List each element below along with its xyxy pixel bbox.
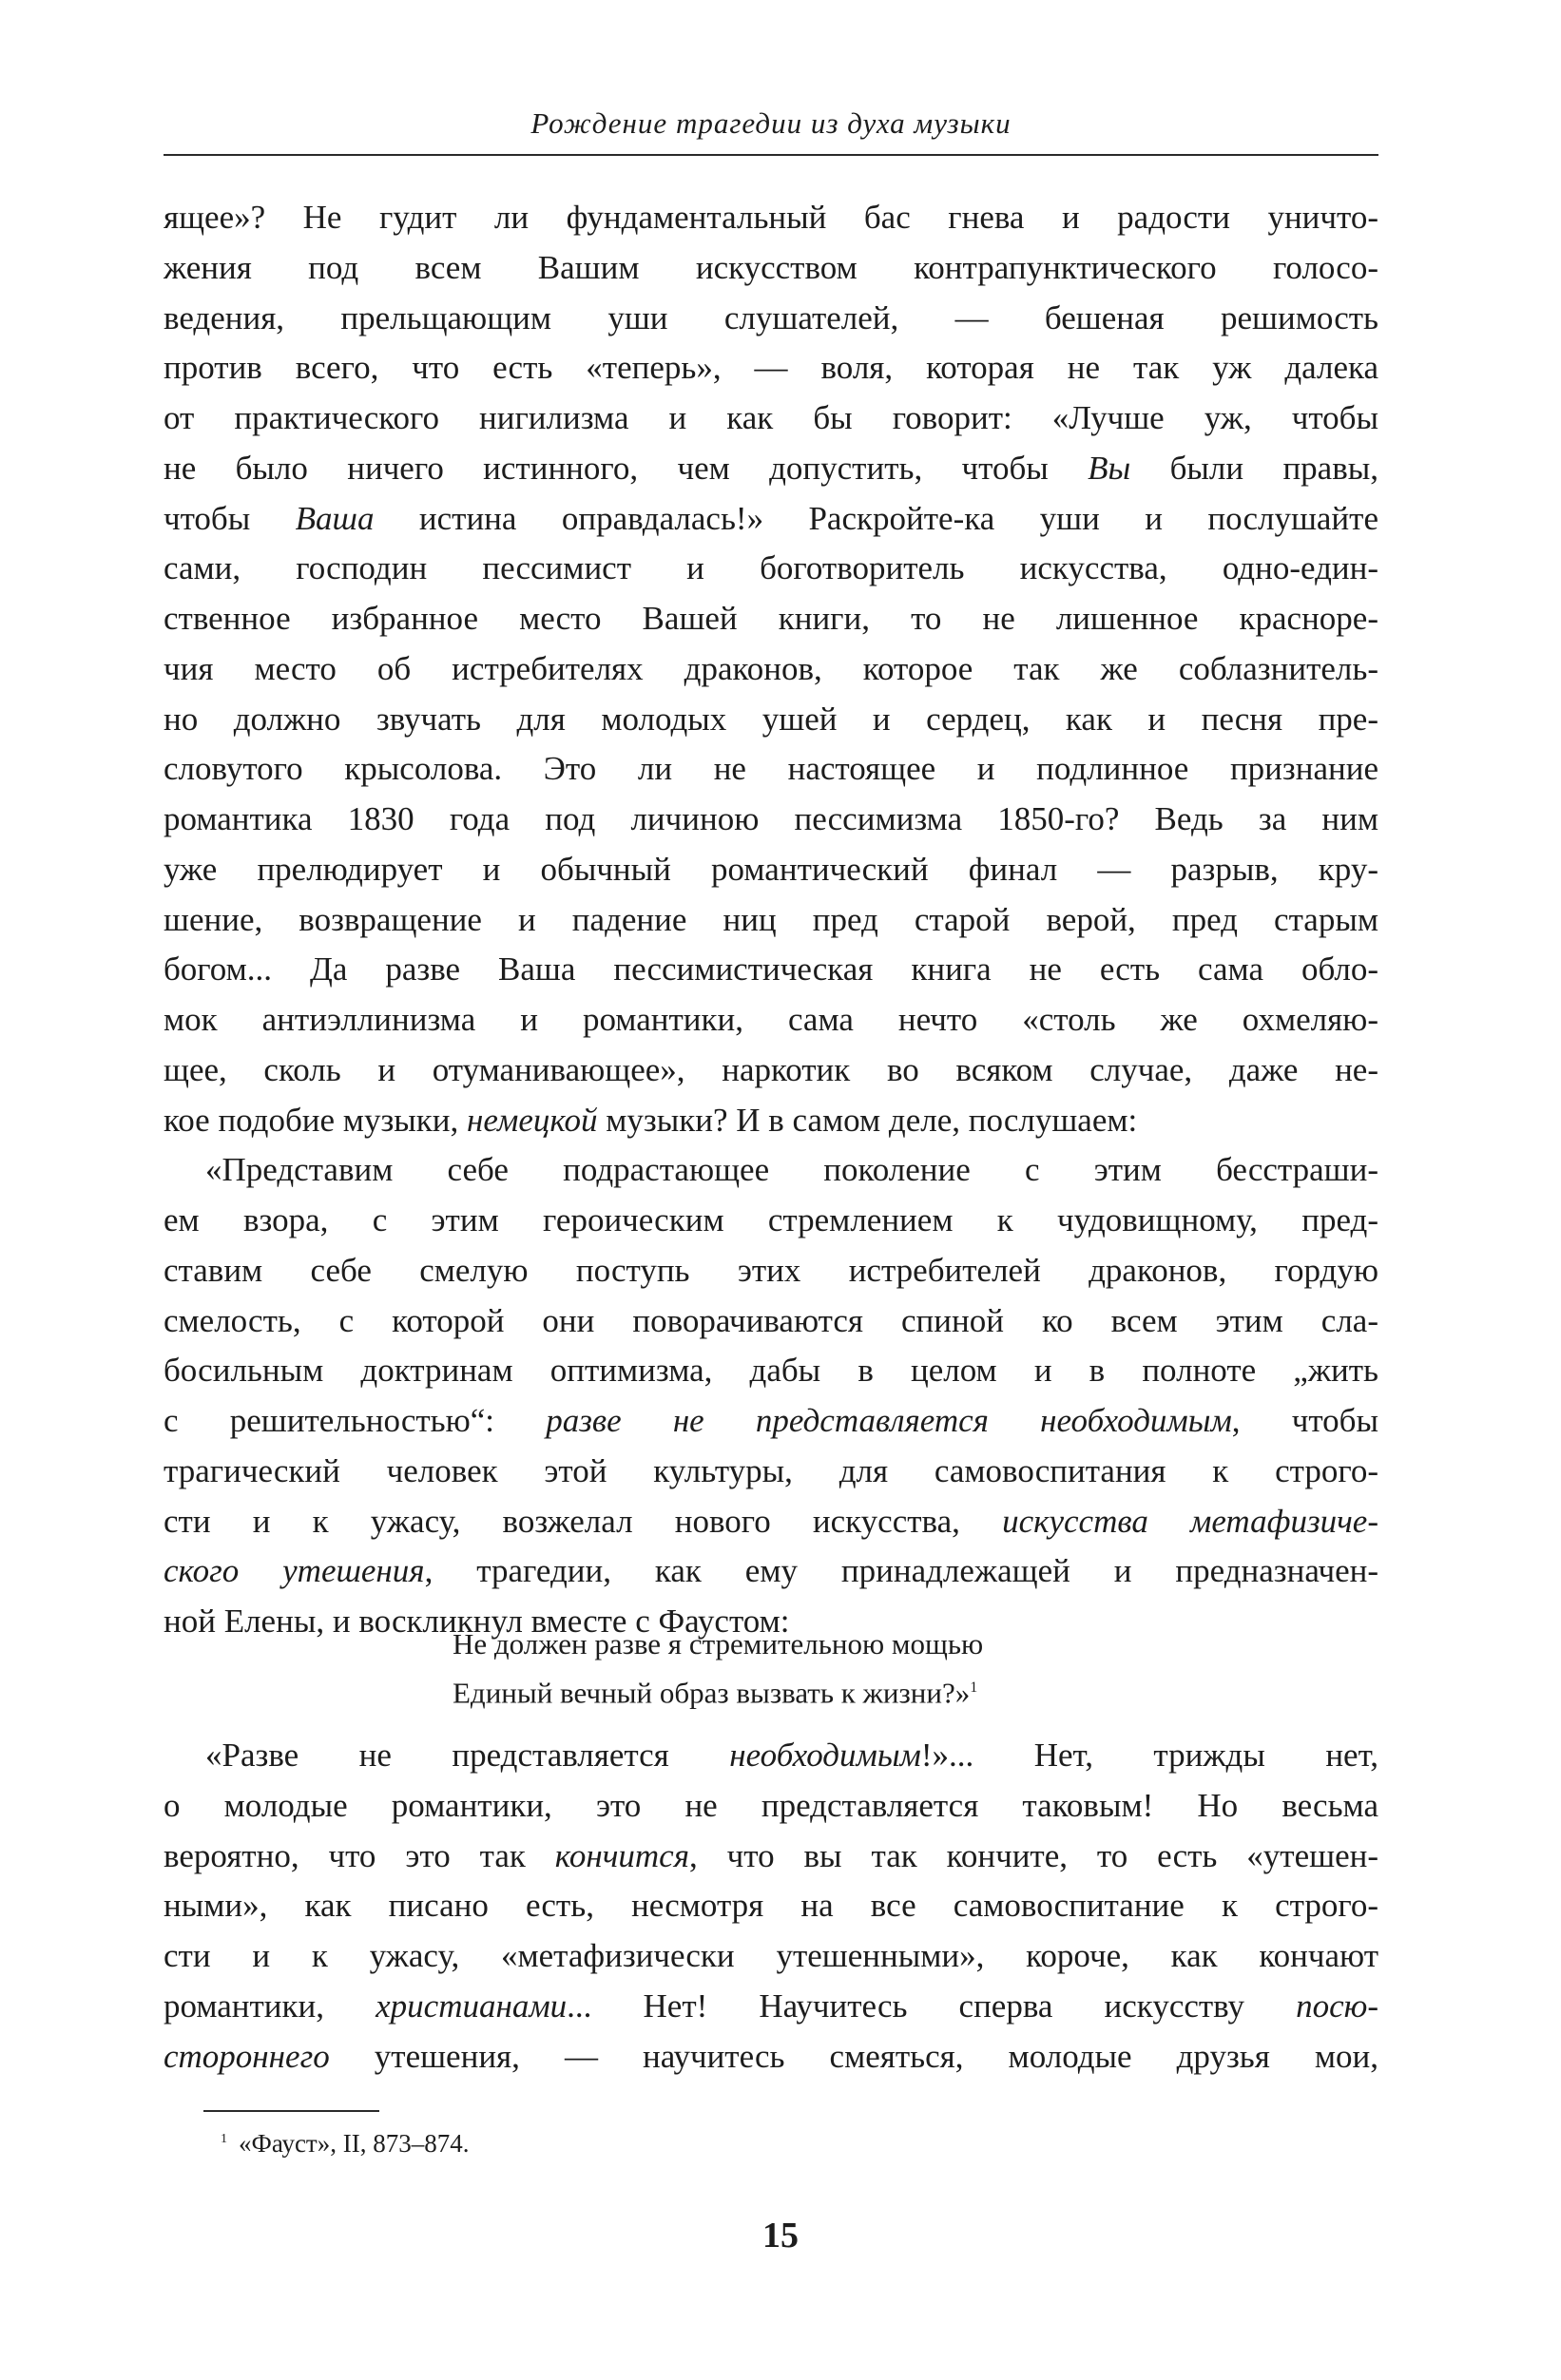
text-line: ными», как писано есть, несмотря на все самовоспитание к строго- [164,1887,1378,1925]
text-line: ставим себе смелую поступь этих истребителей драконов, гордую [164,1251,1378,1289]
text-line: богом... Да разве Ваша пессимистическая книга не есть сама обло- [164,950,1378,988]
text-line: жения под всем Вашим искусством контрапунктического голосо- [164,248,1378,286]
header-rule [164,154,1378,156]
text-line: «Разве не представляется необходимым!»... Нет, трижды нет, [205,1737,1378,1774]
text-line: «Представим себе подрастающее поколение с этим бесстраши- [205,1151,1378,1189]
text-line: ственное избранное место Вашей книги, то не лишенное красноре- [164,600,1378,637]
running-head: Рождение трагедии из духа музыки [530,106,1012,140]
page-number: 15 [762,2216,799,2255]
text-line: сти и к ужасу, возжелал нового искусства, искусства метафизиче- [164,1502,1378,1540]
text-line: уже прелюдирует и обычный романтический финал — разрыв, кру- [164,850,1378,888]
text-line: трагический человек этой культуры, для самовоспитания к строго- [164,1451,1378,1489]
text-line: против всего, что есть «теперь», — воля, которая не так уж далека [164,349,1378,387]
text-line: ского утешения, трагедии, как ему принадлежащей и предназначен- [164,1552,1378,1590]
main-text [164,193,1378,1647]
paragraph-1 [164,193,1378,1145]
text-line: мок антиэллинизма и романтики, сама нечто «столь же охмеляю- [164,1001,1378,1038]
text-line: щее, сколь и отуманивающее», наркотик во всяком случае, даже не- [164,1050,1378,1088]
text-line: чия место об истребителях драконов, которое так же соблазнитель- [164,649,1378,687]
emphasis: кончится [554,1836,689,1874]
text-line: ем взора, с этим героическим стремлением к чудовищному, пред- [164,1201,1378,1238]
text-line: чтобы Ваша истина оправдалась!» Раскройте-ка уши и послушайте [164,499,1378,537]
text-line: ведения, прельщающим уши слушателей, — бешеная решимость [164,298,1378,336]
paragraph-2 [164,1145,1378,1647]
footnote-text: «Фауст», II, 873–874. [239,2129,470,2158]
emphasis: стороннего [164,2037,330,2075]
text-line: ящее»? Не гудит ли фундаментальный бас гнева и радости уничто- [164,199,1378,236]
text-line: сти и к ужасу, «метафизически утешенными», короче, как кончают [164,1937,1378,1974]
emphasis: христианами [376,1987,568,2025]
verse-quote [453,1622,983,1710]
footnote-rule [203,2110,379,2112]
footnote-marker: 1 [221,2132,227,2146]
paragraph-3 [164,1731,1378,2082]
text-line: романтики, христианами... Нет! Научитесь сперва искусству посю- [164,1987,1378,2025]
text-line: кое подобие музыки, немецкой музыки? И в самом деле, послушаем: [164,1101,1138,1139]
text-line: но должно звучать для молодых ушей и сердец, как и песня пре- [164,700,1378,738]
text-line: словутого крысолова. Это ли не настоящее и подлинное признание [164,750,1378,788]
text-line: сами, господин пессимист и боготворитель искусства, одно-един- [164,549,1378,587]
emphasis: ского утешения [164,1552,425,1590]
footnote-reference: 1 [970,1679,978,1696]
emphasis: Ваша [295,499,375,537]
text-line: стороннего утешения, — научитесь смеяться, молодые друзья мои, [164,2037,1378,2075]
text-line: от практического нигилизма и как бы говорит: «Лучше уж, чтобы [164,399,1378,436]
text-line: смелость, с которой они поворачиваются спиной ко всем этим сла- [164,1301,1378,1339]
text-line: не было ничего истинного, чем допустить, чтобы Вы были правы, [164,449,1379,487]
verse-line: Единый вечный образ вызвать к жизни?»$^1$ [453,1676,978,1710]
emphasis: разве не представляется необходимым [546,1402,1232,1439]
emphasis: Вы [1088,449,1131,487]
emphasis: посю- [1296,1987,1378,2025]
text-line: романтика 1830 года под личиною пессимизма 1850-го? Ведь за ним [164,800,1378,837]
text-line: о молодые романтики, это не представляется таковым! Но весьма [164,1786,1378,1824]
emphasis: немецкой [467,1101,598,1139]
text-line: с решительностью“: разве не представляется необходимым, чтобы [164,1402,1378,1439]
text-line: вероятно, что это так кончится, что вы так кончите, то есть «утешен- [164,1836,1379,1874]
emphasis: необходимым [729,1737,921,1774]
emphasis: искусства метафизиче- [1002,1502,1378,1540]
text-line: ной Елены, и воскликнул вместе с Фаустом: [164,1603,790,1640]
main-text-continued [164,1731,1378,2082]
footnote [221,2129,469,2159]
verse-line: Не должен разве я стремительною мощью [453,1627,984,1660]
text-line: шение, возвращение и падение ниц пред старой верой, пред старым [164,900,1378,938]
text-line: босильным доктринам оптимизма, дабы в целом и в полноте „жить [164,1352,1378,1390]
